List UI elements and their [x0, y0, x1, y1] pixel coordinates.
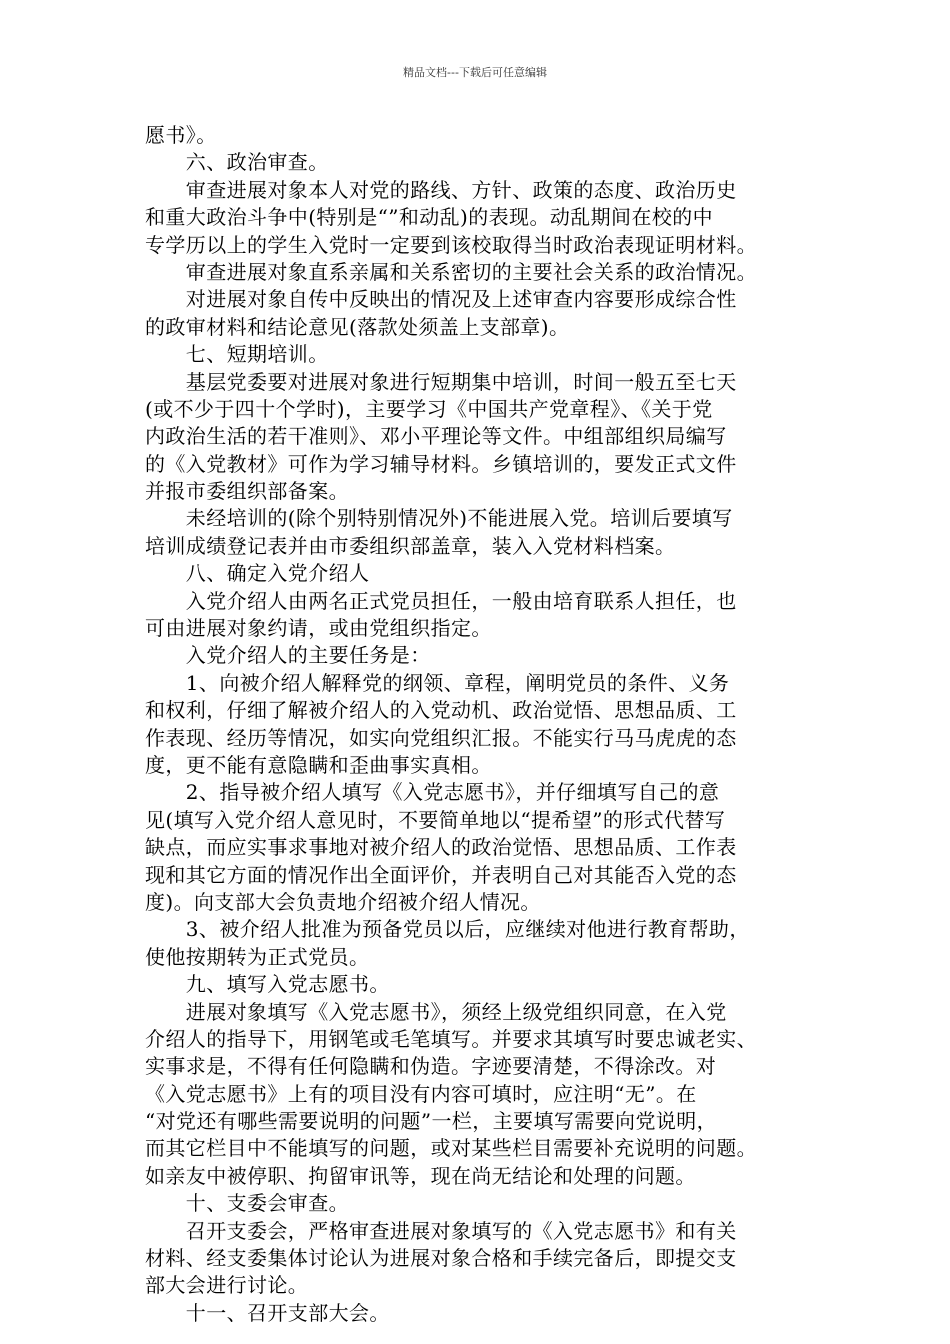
- text-line: 内政治生活的若干准则》、邓小平理论等文件。中组部组织局编写: [145, 424, 727, 449]
- text-line: 八、确定入党介绍人: [145, 561, 370, 586]
- text-line: 度)。向支部大会负责地介绍被介绍人情况。: [145, 889, 541, 914]
- text-line: 1、向被介绍人解释党的纲领、章程，阐明党员的条件、义务: [145, 670, 730, 695]
- text-line: 入党介绍人由两名正式党员担任，一般由培育联系人担任，也: [145, 588, 737, 613]
- text-line: 作表现、经历等情况，如实向党组织汇报。不能实行马马虎虎的态: [145, 725, 737, 750]
- text-line: 的政审材料和结论意见(落款处须盖上支部章)。: [145, 314, 570, 339]
- text-line: 实事求是，不得有任何隐瞒和伪造。字迹要清楚，不得涂改。对: [145, 1054, 717, 1079]
- text-line: 十一、召开支部大会。: [145, 1300, 390, 1325]
- text-line: 3、被介绍人批准为预备党员以后，应继续对他进行教育帮助，: [145, 917, 750, 942]
- text-line: 而其它栏目中不能填写的问题，或对某些栏目需要补充说明的问题。: [145, 1136, 757, 1161]
- text-line: 如亲友中被停职、拘留审讯等，现在尚无结论和处理的问题。: [145, 1163, 696, 1188]
- text-line: 对进展对象自传中反映出的情况及上述审查内容要形成综合性: [145, 287, 737, 312]
- text-line: 和重大政治斗争中(特别是“”和动乱)的表现。动乱期间在校的中: [145, 205, 714, 230]
- text-line: 可由进展对象约请，或由党组织指定。: [145, 616, 492, 641]
- text-line: “对党还有哪些需要说明的问题”一栏，主要填写需要向党说明，: [145, 1109, 718, 1134]
- text-line: 召开支委会，严格审查进展对象填写的《入党志愿书》和有关: [145, 1218, 737, 1243]
- text-line: 七、短期培训。: [145, 342, 329, 367]
- text-line: 进展对象填写《入党志愿书》，须经上级党组织同意，在入党: [145, 999, 727, 1024]
- text-line: 使他按期转为正式党员。: [145, 944, 370, 969]
- text-line: 十、支委会审查。: [145, 1191, 349, 1216]
- text-line: 并报市委组织部备案。: [145, 479, 349, 504]
- text-line: 入党介绍人的主要任务是：: [145, 643, 431, 668]
- text-line: 材料、经支委集体讨论认为进展对象合格和手续完备后，即提交支: [145, 1246, 737, 1271]
- document-body: [145, 122, 807, 1327]
- text-line: 《入党志愿书》上有的项目没有内容可填时，应注明“无”。在: [145, 1081, 697, 1106]
- text-line: 未经培训的(除个别特别情况外)不能进展入党。培训后要填写: [145, 506, 733, 531]
- text-line: 专学历以上的学生入党时一定要到该校取得当时政治表现证明材料。: [145, 232, 757, 257]
- text-line: 愿书》。: [145, 123, 217, 147]
- text-line: 2、指导被介绍人填写《入党志愿书》，并仔细填写自己的意: [145, 780, 720, 805]
- text-line: 缺点，而应实事求事地对被介绍人的政治觉悟、思想品质、工作表: [145, 835, 737, 860]
- page-header: 精品文档---下载后可任意编辑: [403, 66, 547, 79]
- text-line: 度，更不能有意隐瞒和歪曲事实真相。: [145, 752, 492, 777]
- text-line: 介绍人的指导下，用钢笔或毛笔填写。并要求其填写时要忠诚老实、: [145, 1026, 757, 1051]
- text-line: 六、政治审查。: [145, 150, 329, 175]
- text-line: 审查进展对象直系亲属和关系密切的主要社会关系的政治情况。: [145, 259, 757, 284]
- text-line: 审查进展对象本人对党的路线、方针、政策的态度、政治历史: [145, 177, 737, 202]
- text-line: 九、填写入党志愿书。: [145, 972, 390, 997]
- text-line: 基层党委要对进展对象进行短期集中培训，时间一般五至七天: [145, 369, 737, 394]
- text-line: 见(填写入党介绍人意见时，不要简单地以“提希望”的形式代替写: [145, 807, 726, 832]
- text-line: 培训成绩登记表并由市委组织部盖章，装入入党材料档案。: [145, 533, 676, 558]
- text-line: 现和其它方面的情况作出全面评价，并表明自己对其能否入党的态: [145, 862, 737, 887]
- text-line: (或不少于四十个学时)，主要学习《中国共产党章程》、《关于党: [145, 396, 713, 421]
- text-line: 的《入党教材》可作为学习辅导材料。乡镇培训的，要发正式文件: [145, 451, 737, 476]
- text-line: 部大会进行讨论。: [145, 1273, 309, 1298]
- text-line: 和权利，仔细了解被介绍人的入党动机、政治觉悟、思想品质、工: [145, 698, 737, 723]
